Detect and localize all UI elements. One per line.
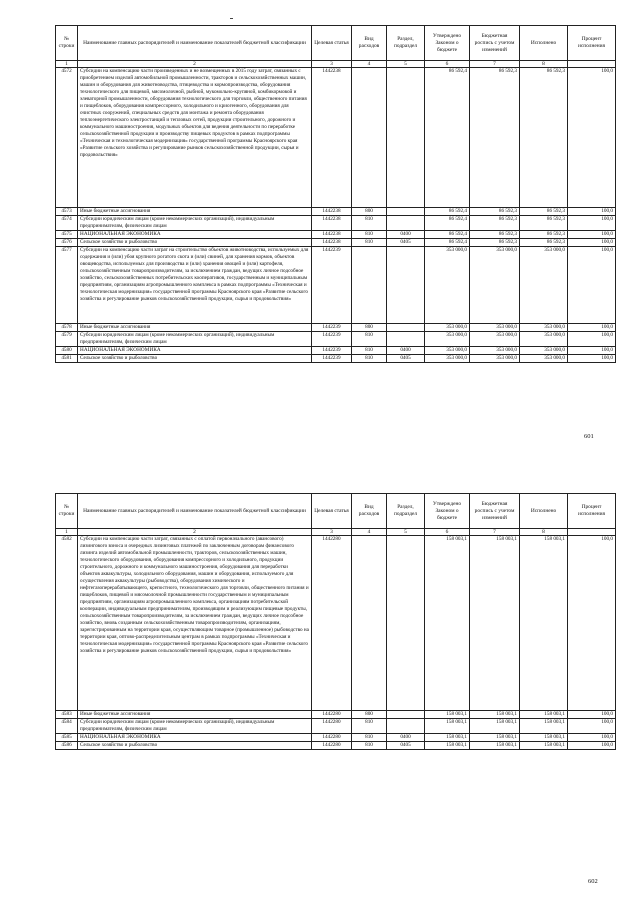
- row-number: 4580: [56, 347, 78, 355]
- row-percent: 100,0: [568, 216, 616, 231]
- colnum-3: 3: [312, 529, 352, 536]
- row-section: [387, 208, 425, 216]
- table-row: [56, 332, 616, 347]
- row-percent: 100,0: [568, 355, 616, 363]
- colnum-8: 8: [520, 61, 568, 68]
- row-number: 4574: [56, 216, 78, 231]
- row-approved: 353 000,0: [425, 332, 470, 347]
- colnum-6: 6: [425, 529, 470, 536]
- row-number: 4573: [56, 208, 78, 216]
- row-percent: 100,0: [568, 734, 616, 742]
- row-schedule: 86 592,3: [470, 239, 520, 247]
- row-number: 4578: [56, 324, 78, 332]
- header-type: Вид расходов: [352, 26, 387, 61]
- row-name: Иные бюджетные ассигнования: [78, 208, 312, 216]
- row-number: 4577: [56, 247, 78, 324]
- page-number-1: 601: [584, 433, 594, 440]
- row-expense-type: [352, 536, 387, 711]
- row-approved: 353 000,0: [425, 324, 470, 332]
- row-target-article: 1442238: [312, 231, 352, 239]
- colnum-3: 3: [312, 61, 352, 68]
- budget-table-1: [55, 25, 616, 363]
- row-expense-type: 810: [352, 355, 387, 363]
- row-executed: 158 003,1: [520, 742, 568, 750]
- page-number-2: 602: [588, 878, 598, 885]
- row-name: Иные бюджетные ассигнования: [78, 324, 312, 332]
- row-schedule: 353 000,0: [470, 355, 520, 363]
- row-target-article: 1442239: [312, 347, 352, 355]
- scan-mark: [230, 18, 233, 19]
- row-executed: 158 003,1: [520, 711, 568, 719]
- header-executed: Исполнено: [520, 494, 568, 529]
- row-expense-type: 800: [352, 324, 387, 332]
- colnum-4: 4: [352, 529, 387, 536]
- row-percent: 100,0: [568, 719, 616, 734]
- header-percent: Процент исполнения: [568, 494, 616, 529]
- budget-table-2: [55, 493, 616, 750]
- row-schedule: 86 592,3: [470, 68, 520, 208]
- row-target-article: 1442280: [312, 719, 352, 734]
- header-section: Раздел, подраздел: [387, 26, 425, 61]
- row-expense-type: 810: [352, 332, 387, 347]
- row-target-article: 1442238: [312, 68, 352, 208]
- row-schedule: 86 592,3: [470, 231, 520, 239]
- row-schedule: 158 003,1: [470, 734, 520, 742]
- row-target-article: 1442280: [312, 742, 352, 750]
- row-name: Субсидии юридическим лицам (кроме некоммерческих организаций), индивидуальным предпринимателям, физическим лицам: [78, 216, 312, 231]
- row-number: 4586: [56, 742, 78, 750]
- row-approved: 353 000,0: [425, 355, 470, 363]
- row-expense-type: 810: [352, 742, 387, 750]
- row-approved: 158 003,1: [425, 536, 470, 711]
- row-approved: 86 592,4: [425, 216, 470, 231]
- column-number-row: [56, 61, 616, 68]
- row-executed: 158 003,1: [520, 719, 568, 734]
- row-number: 4572: [56, 68, 78, 208]
- colnum-7: 7: [470, 61, 520, 68]
- row-schedule: 353 000,0: [470, 324, 520, 332]
- row-number: 4575: [56, 231, 78, 239]
- row-expense-type: 810: [352, 216, 387, 231]
- row-approved: 86 592,4: [425, 231, 470, 239]
- header-percent: Процент исполнения: [568, 26, 616, 61]
- row-section: [387, 719, 425, 734]
- row-number: 4583: [56, 711, 78, 719]
- row-section: 0400: [387, 734, 425, 742]
- row-target-article: 1442239: [312, 332, 352, 347]
- colnum-8: 8: [520, 529, 568, 536]
- header-section: Раздел, подраздел: [387, 494, 425, 529]
- table-row: [56, 239, 616, 247]
- table-row: [56, 711, 616, 719]
- row-section: [387, 216, 425, 231]
- row-name: Субсидии юридическим лицам (кроме некоммерческих организаций), индивидуальным предпринимателям, физическим лицам: [78, 719, 312, 734]
- row-section: [387, 332, 425, 347]
- row-percent: 100,0: [568, 239, 616, 247]
- row-number: 4584: [56, 719, 78, 734]
- row-section: 0400: [387, 347, 425, 355]
- colnum-2: 2: [78, 61, 312, 68]
- row-expense-type: [352, 247, 387, 324]
- row-name: Субсидии юридическим лицам (кроме некоммерческих организаций), индивидуальным предпринимателям, физическим лицам: [78, 332, 312, 347]
- row-target-article: 1442280: [312, 711, 352, 719]
- header-num: № строки: [56, 26, 78, 61]
- table-row: [56, 68, 616, 208]
- row-schedule: 158 003,1: [470, 719, 520, 734]
- row-percent: 100,0: [568, 231, 616, 239]
- row-number: 4581: [56, 355, 78, 363]
- table-row: [56, 216, 616, 231]
- row-section: [387, 247, 425, 324]
- header-executed: Исполнено: [520, 26, 568, 61]
- row-executed: 353 000,0: [520, 355, 568, 363]
- row-schedule: 158 003,1: [470, 711, 520, 719]
- row-approved: 86 592,4: [425, 68, 470, 208]
- row-approved: 158 003,1: [425, 711, 470, 719]
- row-expense-type: 810: [352, 239, 387, 247]
- colnum-9: [568, 61, 616, 68]
- row-number: 4576: [56, 239, 78, 247]
- row-schedule: 158 003,1: [470, 536, 520, 711]
- row-executed: 353 000,0: [520, 347, 568, 355]
- colnum-9: [568, 529, 616, 536]
- header-approved: Утверждено Законом о бюджете: [425, 26, 470, 61]
- row-name: Субсидии на компенсацию части затрат, связанных с оплатой первоначального (авансового) лизингового взноса и очередных лизинговых платежей по заключенным договорам финансового лизинга изделий автомобильной промышленности, тракторов, сельскохозяйственных машин, технологического оборудования, оборудования компрессорного и холодильного, продукции строительного, дорожного и коммунального машиностроения, оборудования для переработки объектов аквакультуры, холодильного оборудования, машин и оборудования, используемого для осуществления аквакультуры (рыбоводства), оборудования химического и нефтегазоперерабатывающего, крепостного, технологического для торговли, общественного питания и пищеблоков, пищевой и мясомолочной промышленности государственным и муниципальным предприятиям, организациям агропромышленного комплекса, организациям потребительской кооперации, индивидуальным предпринимателям, производящим и реализующим пищевые продукты, сельскохозяйственным товаропроизводителям, за исключением граждан, ведущих личное подсобное хозяйство, вновь созданным сельскохозяйственным товаропроизводителям, организациям, зарегистрированным на территории края, осуществляющим товарное (промышленное) рыбоводство на территории края, оптово-распределительным центрам в рамках подпрограммы «Техническая и технологическая модернизация» государственной программы Красноярского края «Развитие сельского хозяйства и регулирование рынков сельскохозяйственной продукции, сырья и продовольствия»: [78, 536, 312, 711]
- row-expense-type: 810: [352, 347, 387, 355]
- row-percent: 100,0: [568, 742, 616, 750]
- row-expense-type: [352, 68, 387, 208]
- row-number: 4582: [56, 536, 78, 711]
- table-row: [56, 719, 616, 734]
- row-percent: 100,0: [568, 68, 616, 208]
- row-schedule: 353 000,0: [470, 347, 520, 355]
- row-approved: 158 003,1: [425, 742, 470, 750]
- row-executed: 353 000,0: [520, 332, 568, 347]
- row-section: 0405: [387, 355, 425, 363]
- row-schedule: 86 592,3: [470, 216, 520, 231]
- row-expense-type: 810: [352, 734, 387, 742]
- row-name: Сельское хозяйство и рыболовство: [78, 239, 312, 247]
- row-section: 0405: [387, 239, 425, 247]
- row-approved: 86 592,4: [425, 239, 470, 247]
- row-percent: 100,0: [568, 247, 616, 324]
- table-row: [56, 734, 616, 742]
- header-name: Наименование главных распорядителей и наименование показателей бюджетной классификации: [78, 494, 312, 529]
- row-executed: 158 003,1: [520, 536, 568, 711]
- header-approved: Утверждено Законом о бюджете: [425, 494, 470, 529]
- colnum-1: 1: [56, 61, 78, 68]
- row-schedule: 158 003,1: [470, 742, 520, 750]
- row-approved: 158 003,1: [425, 734, 470, 742]
- row-section: [387, 711, 425, 719]
- row-number: 4585: [56, 734, 78, 742]
- row-percent: 100,0: [568, 347, 616, 355]
- row-expense-type: 810: [352, 719, 387, 734]
- header-target: Целевая статья: [312, 26, 352, 61]
- row-number: 4579: [56, 332, 78, 347]
- row-name: НАЦИОНАЛЬНАЯ ЭКОНОМИКА: [78, 734, 312, 742]
- row-target-article: 1442239: [312, 247, 352, 324]
- row-executed: 86 592,3: [520, 216, 568, 231]
- row-section: [387, 68, 425, 208]
- table-row: [56, 324, 616, 332]
- colnum-7: 7: [470, 529, 520, 536]
- row-target-article: 1442238: [312, 208, 352, 216]
- header-target: Целевая статья: [312, 494, 352, 529]
- row-percent: 100,0: [568, 536, 616, 711]
- colnum-5: 5: [387, 529, 425, 536]
- row-name: НАЦИОНАЛЬНАЯ ЭКОНОМИКА: [78, 347, 312, 355]
- header-row: [56, 494, 616, 529]
- header-schedule: Бюджетная роспись с учетом изменений: [470, 494, 520, 529]
- colnum-6: 6: [425, 61, 470, 68]
- table-row: [56, 347, 616, 355]
- table-row: [56, 742, 616, 750]
- table-row: [56, 231, 616, 239]
- header-type: Вид расходов: [352, 494, 387, 529]
- colnum-1: 1: [56, 529, 78, 536]
- colnum-2: 2: [78, 529, 312, 536]
- row-section: 0405: [387, 742, 425, 750]
- table-row: [56, 208, 616, 216]
- header-row: [56, 26, 616, 61]
- row-approved: 353 000,0: [425, 247, 470, 324]
- row-executed: 86 592,3: [520, 239, 568, 247]
- row-name: Субсидии на компенсацию части затрат на строительство объектов животноводства, используемых для содержания и (или) убоя крупного рогатого скота и (или) свиней, для хранения кормов, объектов овощеводства, используемых для производства и (или) хранения овощей и (или) картофеля, сельскохозяйственным товаропроизводителям, за исключением граждан, ведущих личное подсобное хозяйство, сельскохозяйственных потребительских кооперативов, государственным и муниципальным предприятиям, организациям агропромышленного комплекса в рамках подпрограммы «Техническая и технологическая модернизация» государственной программы Красноярского края «Развитие сельского хозяйства и регулирование рынков сельскохозяйственной продукции, сырья и продовольствия»: [78, 247, 312, 324]
- header-name: Наименование главных распорядителей и наименование показателей бюджетной классификации: [78, 26, 312, 61]
- row-percent: 100,0: [568, 332, 616, 347]
- row-target-article: 1442238: [312, 216, 352, 231]
- row-percent: 100,0: [568, 711, 616, 719]
- row-executed: 86 592,3: [520, 208, 568, 216]
- budget-rows-2: [56, 536, 616, 750]
- row-target-article: 1442238: [312, 239, 352, 247]
- row-section: [387, 536, 425, 711]
- colnum-5: 5: [387, 61, 425, 68]
- budget-sheet-1: [55, 25, 615, 363]
- row-name: Иные бюджетные ассигнования: [78, 711, 312, 719]
- row-executed: 86 592,3: [520, 68, 568, 208]
- row-section: [387, 324, 425, 332]
- table-row: [56, 247, 616, 324]
- row-expense-type: 810: [352, 231, 387, 239]
- row-approved: 86 592,4: [425, 208, 470, 216]
- row-name: Субсидии на компенсацию части произведенных и не возмещенных в 2015 году затрат, связанных с приобретением изделий автомобильной промышленности, тракторов и сельскохозяйственных машин, машин и оборудования для животноводства, птицеводства и кормопроизводства, оборудования технологического для пищевой, мясомолочной, рыбной, мукомольно-крупяной, комбикормовой и элеваторной промышленности, оборудования технологического для торговли, общественного питания и пищеблоков, оборудования компрессорного, холодильного и криогенного, оборудования для очистных сооружений, специальных средств для монтажа и ремонта оборудования теплоэнергетического электростанций и тепловых сетей, продукции строительного, дорожного и коммунального машиностроения, модульных объектов для ведения деятельности по переработке сельскохозяйственной продукции и производству пищевых продуктов в рамках подпрограммы «Техническая и технологическая модернизация» государственной программы Красноярского края «Развитие сельского хозяйства и регулирование рынков сельскохозяйственной продукции, сырья и продовольствия»: [78, 68, 312, 208]
- budget-sheet-2: [55, 493, 615, 750]
- row-schedule: 353 000,0: [470, 247, 520, 324]
- row-name: НАЦИОНАЛЬНАЯ ЭКОНОМИКА: [78, 231, 312, 239]
- column-number-row: [56, 529, 616, 536]
- row-target-article: 1442239: [312, 355, 352, 363]
- row-percent: 100,0: [568, 324, 616, 332]
- header-schedule: Бюджетная роспись с учетом изменений: [470, 26, 520, 61]
- header-num: № строки: [56, 494, 78, 529]
- row-executed: 86 592,3: [520, 231, 568, 239]
- row-schedule: 353 000,0: [470, 332, 520, 347]
- row-section: 0400: [387, 231, 425, 239]
- row-expense-type: 800: [352, 711, 387, 719]
- budget-rows-1: [56, 68, 616, 363]
- row-percent: 100,0: [568, 208, 616, 216]
- row-expense-type: 800: [352, 208, 387, 216]
- colnum-4: 4: [352, 61, 387, 68]
- row-schedule: 86 592,3: [470, 208, 520, 216]
- table-row: [56, 355, 616, 363]
- row-target-article: 1442280: [312, 536, 352, 711]
- row-approved: 353 000,0: [425, 347, 470, 355]
- row-executed: 353 000,0: [520, 247, 568, 324]
- row-target-article: 1442239: [312, 324, 352, 332]
- row-executed: 158 003,1: [520, 734, 568, 742]
- row-name: Сельское хозяйство и рыболовство: [78, 355, 312, 363]
- row-name: Сельское хозяйство и рыболовство: [78, 742, 312, 750]
- row-target-article: 1442280: [312, 734, 352, 742]
- row-executed: 353 000,0: [520, 324, 568, 332]
- table-row: [56, 536, 616, 711]
- row-approved: 158 003,1: [425, 719, 470, 734]
